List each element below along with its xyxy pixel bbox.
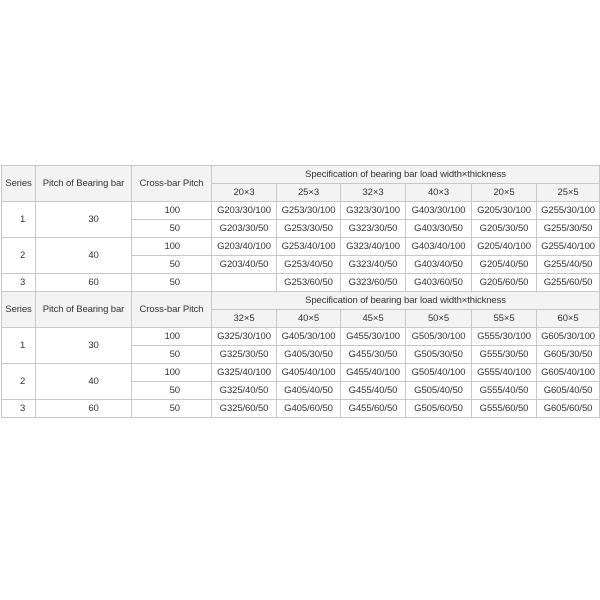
spec-code: G555/40/100 [472,364,537,382]
table-row [2,364,600,382]
spec-code: G605/30/100 [537,328,600,346]
spec-code: G253/30/100 [277,202,341,220]
spec-code: G555/30/100 [472,328,537,346]
series-header: Series [2,292,36,328]
bearing-pitch-value: 30 [36,202,132,238]
table1-header-row [2,166,600,184]
spec-code: G205/30/50 [472,220,537,238]
size-label: 45×5 [341,310,406,328]
bearing-pitch-value: 40 [36,364,132,400]
spec-code: G505/60/50 [406,400,472,418]
spec-code: G403/40/50 [406,256,472,274]
crossbar-pitch-value: 50 [132,382,212,400]
spec-code: G505/30/50 [406,346,472,364]
spec-code: G455/60/50 [341,400,406,418]
series-value: 3 [2,274,36,292]
spec-title: Specification of bearing bar load width×thickness [212,166,600,184]
spec-code: G505/40/50 [406,382,472,400]
spec-code: G205/40/50 [472,256,537,274]
spec-code: G255/60/50 [537,274,600,292]
spec-code: G253/60/50 [277,274,341,292]
spec-code: G455/30/100 [341,328,406,346]
bearing-pitch-value: 60 [36,400,132,418]
bearing-pitch-value: 30 [36,328,132,364]
spec-code: G255/30/50 [537,220,600,238]
spec-code: G203/40/50 [212,256,277,274]
size-label: 40×3 [406,184,472,202]
crossbar-pitch-value: 50 [132,220,212,238]
spec-code: G403/60/50 [406,274,472,292]
bearing-pitch-value: 60 [36,274,132,292]
spec-code: G253/30/50 [277,220,341,238]
crossbar-pitch-value: 100 [132,328,212,346]
spec-code: G455/40/100 [341,364,406,382]
spec-code: G455/30/50 [341,346,406,364]
spec-code: G325/30/50 [212,346,277,364]
table-row [2,238,600,256]
bearing-pitch-value: 40 [36,238,132,274]
spec-code: G203/30/100 [212,202,277,220]
size-label: 25×5 [537,184,600,202]
spec-code: G253/40/100 [277,238,341,256]
crossbar-pitch-value: 50 [132,274,212,292]
spec-code: G405/60/50 [277,400,341,418]
series-value: 1 [2,328,36,364]
spec-code: G405/40/50 [277,382,341,400]
table-row [2,274,600,292]
series-value: 3 [2,400,36,418]
spec-code: G403/40/100 [406,238,472,256]
series-header: Series [2,166,36,202]
size-label: 50×5 [406,310,472,328]
spec-code: G323/40/50 [341,256,406,274]
spec-code: G455/40/50 [341,382,406,400]
spec-code: G205/30/100 [472,202,537,220]
spec-code: G405/30/100 [277,328,341,346]
spec-title: Specification of bearing bar load width×thickness [212,292,600,310]
spec-code: G323/30/50 [341,220,406,238]
size-label: 20×5 [472,184,537,202]
crossbar-pitch-header: Cross-bar Pitch [132,166,212,202]
spec-code: G205/60/50 [472,274,537,292]
spec-code: G325/40/100 [212,364,277,382]
spec-code: G605/40/50 [537,382,600,400]
spec-code: G555/30/50 [472,346,537,364]
series-value: 2 [2,364,36,400]
spec-code: G405/40/100 [277,364,341,382]
spec-code: G255/30/100 [537,202,600,220]
crossbar-pitch-value: 100 [132,364,212,382]
spec-code: G325/60/50 [212,400,277,418]
spec-code: G403/30/50 [406,220,472,238]
size-label: 20×3 [212,184,277,202]
spec-code: G505/40/100 [406,364,472,382]
series-value: 2 [2,238,36,274]
spec-code: G323/60/50 [341,274,406,292]
spec-code: G203/40/100 [212,238,277,256]
grating-specification-table [1,165,600,418]
crossbar-pitch-value: 100 [132,238,212,256]
size-label: 32×5 [212,310,277,328]
spec-code: G505/30/100 [406,328,472,346]
crossbar-pitch-value: 50 [132,256,212,274]
spec-code: G323/40/100 [341,238,406,256]
size-label: 40×5 [277,310,341,328]
spec-code: G325/40/50 [212,382,277,400]
spec-code: G323/30/100 [341,202,406,220]
table2-header-row [2,292,600,310]
size-label: 25×3 [277,184,341,202]
spec-code [212,274,277,292]
table-row [2,400,600,418]
spec-code: G255/40/50 [537,256,600,274]
spec-code: G555/40/50 [472,382,537,400]
table-row [2,202,600,220]
spec-code: G605/60/50 [537,400,600,418]
series-value: 1 [2,202,36,238]
size-label: 60×5 [537,310,600,328]
size-label: 32×3 [341,184,406,202]
spec-code: G203/30/50 [212,220,277,238]
crossbar-pitch-value: 50 [132,400,212,418]
pitch-bearing-header: Pitch of Bearing bar [36,166,132,202]
spec-code: G403/30/100 [406,202,472,220]
table-row [2,328,600,346]
crossbar-pitch-value: 50 [132,346,212,364]
spec-code: G605/30/50 [537,346,600,364]
crossbar-pitch-value: 100 [132,202,212,220]
spec-code: G205/40/100 [472,238,537,256]
pitch-bearing-header: Pitch of Bearing bar [36,292,132,328]
spec-code: G605/40/100 [537,364,600,382]
size-label: 55×5 [472,310,537,328]
spec-code: G253/40/50 [277,256,341,274]
spec-code: G405/30/50 [277,346,341,364]
spec-code: G325/30/100 [212,328,277,346]
spec-code: G255/40/100 [537,238,600,256]
spec-code: G555/60/50 [472,400,537,418]
crossbar-pitch-header: Cross-bar Pitch [132,292,212,328]
